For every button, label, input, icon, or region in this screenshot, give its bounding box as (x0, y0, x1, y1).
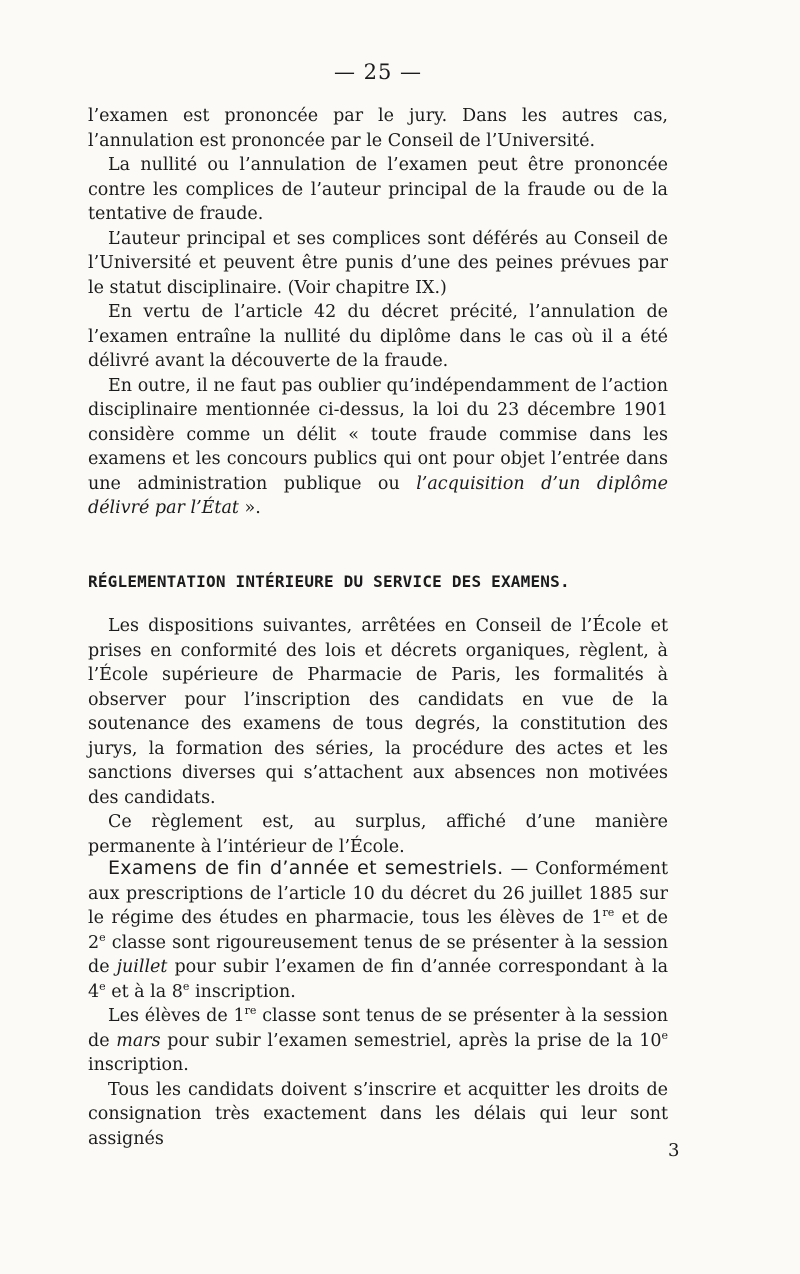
paragraph (88, 856, 668, 1004)
italic-word: mars (116, 1030, 161, 1051)
paragraph: l’examen est prononcée par le jury. Dans les autres cas, l’annulation est prononcée par le Conseil de l’Université. (88, 106, 668, 151)
paragraph: L’auteur principal et ses complices sont déférés au Conseil de l’Université et peuvent être punis d’une des peines prévues par le statut disciplinaire. (Voir chapitre IX.) (88, 228, 668, 298)
paragraph: La nullité ou l’annulation de l’examen peut être prononcée contre les complices de l’auteur principal de la fraude ou de la tentative de fraude. (88, 155, 668, 224)
section-heading: RÉGLEMENTATION INTÉRIEURE DU SERVICE DES EXAMENS. (88, 572, 570, 591)
run-in-title: Examens de fin d’année et semestriels. (108, 857, 504, 879)
superscript: re (244, 1004, 257, 1018)
section-examens (88, 856, 668, 1151)
superscript: e (99, 930, 106, 944)
paragraph-loi-end: ». (238, 498, 261, 518)
italic-word: juillet (116, 957, 168, 977)
superscript: re (602, 906, 615, 920)
text-run: Les élèves de 1 (108, 1006, 245, 1026)
text-run: pour subir l’examen semestriel, après la prise de la 10 (160, 1030, 662, 1051)
text-run: et à la 8 (105, 981, 183, 1002)
body-text-top (88, 104, 668, 521)
text-run: classe sont tenus de se présenter à la session de (88, 1006, 669, 1051)
text-run: classe sont rigoureusement tenus de se présenter à la session de (88, 932, 668, 977)
paragraph: En vertu de l’article 42 du décret précité, l’annulation de l’examen entraîne la nullité du diplôme dans le cas où il a été délivré avant la découverte de la fraude. (88, 302, 668, 371)
text-run: — Conformément aux prescriptions de l’article 10 du décret du 26 juillet 1885 sur le régime des études en pharmacie, tous les élèves de 1 (88, 859, 668, 928)
text-run: inscription. (88, 1055, 189, 1075)
paragraph-loi (88, 374, 668, 521)
paragraph: Les dispositions suivantes, arrêtées en Conseil de l’École et prises en conformité des lois et décrets organiques, règlent, à l’École supérieure de Pharmacie de Paris, les formalités à observer pour l’inscription des candidats en vue de la soutenance des examens de tous degrés, la constitution des jurys, la formation des séries, la procédure des actes et les sanctions diverses qui s’attachent aux absences non motivées des candidats. (88, 616, 668, 808)
paragraph: Tous les candidats doivent s’inscrire et acquitter les droits de consignation très exactement dans les délais qui leur sont assignés (88, 1079, 668, 1149)
paragraph: Ce règlement est, au surplus, affiché d’une manière permanente à l’intérieur de l’École. (88, 812, 668, 857)
quoted-italic: l’acquisition d’un diplôme délivré par l’État (88, 473, 668, 518)
text-run: pour subir l’examen de fin d’année correspondant à la 4 (88, 957, 669, 1002)
paragraph-loi-text: En outre, il ne faut pas oublier qu’indépendamment de l’action disciplinaire mentionnée ci-dessus, la loi du 23 décembre 1901 considère comme un délit « toute fraude commise dans les examens et les concours publics qui ont pour objet l’entrée dans une administration publique ou (88, 375, 668, 494)
superscript: e (182, 979, 190, 993)
section-reglementation (88, 614, 668, 859)
text-run: et de 2 (88, 908, 668, 953)
signature-mark: 3 (668, 1140, 680, 1161)
superscript: e (99, 979, 106, 993)
page-number-header: — 25 — (333, 60, 423, 84)
superscript: e (661, 1028, 668, 1042)
text-run: inscription. (189, 981, 296, 1002)
paragraph (88, 1004, 668, 1078)
